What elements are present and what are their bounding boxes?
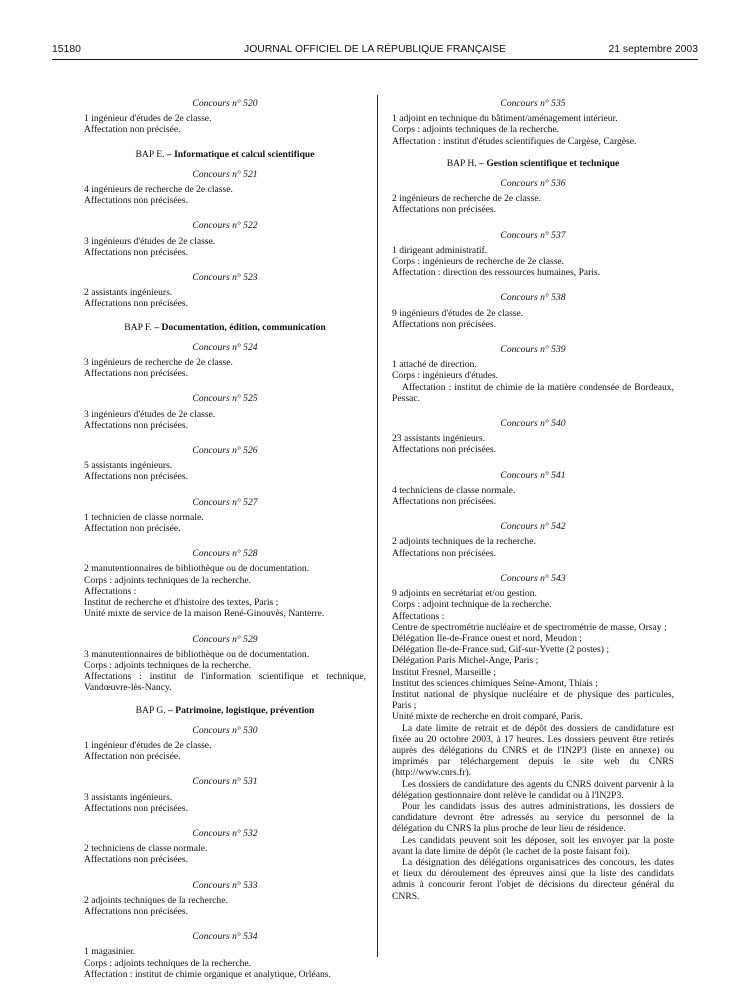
- entry-line: 2 ingénieurs de recherche de 2e classe.: [392, 193, 541, 205]
- journal-title: JOURNAL OFFICIEL DE LA RÉPUBLIQUE FRANÇAISE: [244, 44, 506, 55]
- bap-name: – Gestion scientifique et technique: [479, 157, 620, 169]
- concours-title: Concours n° 525: [192, 393, 258, 405]
- entry-line: 2 techniciens de classe normale.: [84, 843, 208, 855]
- entry-line: 1 ingénieur d'études de 2e classe.: [84, 739, 212, 751]
- concours-title: Concours n° 537: [500, 229, 566, 241]
- entry-line: Affectation : institut d'études scientifiques de Cargèse, Cargèse.: [392, 135, 637, 147]
- concours-title: Concours n° 538: [500, 292, 566, 304]
- entry-line: Affectations non précisées.: [84, 195, 188, 207]
- bap-label: BAP F.: [124, 321, 152, 333]
- entry-line: 9 ingénieurs d'études de 2e classe.: [392, 307, 524, 319]
- entry-line: 2 manutentionnaires de bibliothèque ou de documentation.: [84, 563, 310, 575]
- concours-title: Concours n° 524: [192, 341, 258, 353]
- entry-line: 1 ingénieur d'études de 2e classe.: [84, 113, 212, 125]
- left-column: [84, 92, 366, 980]
- closing-paragraph: Les candidats peuvent soit les déposer, soit les envoyer par la poste avant la date limite de dépôt (le cachet de la poste faisant foi).: [392, 834, 674, 857]
- entry-line: 3 ingénieurs d'études de 2e classe.: [84, 408, 216, 420]
- entry-line: 9 adjoints en secrétariat et/ou gestion.: [392, 588, 537, 600]
- concours-title: Concours n° 539: [500, 344, 566, 356]
- entry-line: Corps : adjoints techniques de la recherche.: [392, 124, 560, 136]
- entry-line: Affectations non précisées.: [84, 854, 188, 866]
- entry-line: Corps : ingénieurs de recherche de 2e classe.: [392, 256, 565, 268]
- entry-line: 3 assistants ingénieurs.: [84, 791, 173, 803]
- concours-title: Concours n° 521: [192, 168, 258, 180]
- entry-line: Corps : adjoints techniques de la recherche.: [84, 659, 252, 671]
- concours-title: Concours n° 534: [192, 931, 258, 943]
- header-rule: [52, 59, 698, 60]
- page-number: 15180: [52, 44, 81, 55]
- concours-title: Concours n° 540: [500, 418, 566, 430]
- closing-paragraph: La date limite de retrait et de dépôt des dossiers de candidature est fixée au 20 octobre 2003, à 17 heures. Les dossiers peuvent être retirés auprès des délégations du CNRS et de l'IN2P3 (liste en annexe) ou imprimés par téléchargement depuis le site web du CNRS (http://www.cnrs.fr).: [392, 722, 674, 779]
- entry-line: Centre de spectrométrie nucléaire et de spectrométrie de masse, Orsay ;: [392, 621, 667, 633]
- entry-line: Corps : adjoints techniques de la recherche.: [84, 957, 252, 969]
- entry-line: 23 assistants ingénieurs.: [392, 433, 485, 445]
- entry-line: Affectations non précisées.: [84, 419, 188, 431]
- concours-title: Concours n° 520: [192, 98, 258, 109]
- right-column: [392, 92, 674, 902]
- entry-line: Corps : ingénieurs d'études.: [392, 370, 499, 382]
- entry-line: 1 attaché de direction.: [392, 359, 477, 371]
- closing-paragraph: La désignation des délégations organisatrices des concours, les dates et lieux du déroulement des épreuves ainsi que la liste des candidats admis à concourir feront l'objet de décisions du directeur général du CNRS.: [392, 856, 674, 902]
- entry-line: Unité mixte de service de la maison René-Ginouvès, Nanterre.: [84, 608, 325, 620]
- entry-line: Affectations non précisées.: [392, 496, 496, 508]
- entry-line: Affectation : institut de chimie de la matière condensée de Bordeaux, Pessac.: [392, 381, 674, 404]
- concours-title: Concours n° 529: [192, 633, 258, 645]
- entry-line: Affectations non précisées.: [84, 905, 188, 917]
- entry-line: 3 manutentionnaires de bibliothèque ou de documentation.: [84, 648, 310, 660]
- entry-line: Affectations non précisées.: [84, 368, 188, 380]
- concours-title: Concours n° 533: [192, 879, 258, 891]
- column-separator: [377, 95, 378, 957]
- concours-title: Concours n° 543: [500, 572, 566, 584]
- entry-line: Affectations :: [84, 585, 137, 597]
- entry-line: 3 ingénieurs d'études de 2e classe.: [84, 235, 216, 247]
- entry-line: Affectations non précisées.: [84, 471, 188, 483]
- bap-heading: [84, 705, 366, 716]
- bap-heading: [84, 322, 366, 333]
- concours-title: Concours n° 527: [192, 496, 258, 508]
- entry-line: Affectation non précisée.: [84, 523, 181, 535]
- entry-line: Institut de recherche et d'histoire des textes, Paris ;: [84, 597, 279, 609]
- entry-line: 1 technicien de classe normale.: [84, 511, 204, 523]
- entry-line: Affectations non précisées.: [392, 444, 496, 456]
- concours-title: Concours n° 536: [500, 178, 566, 190]
- entry-line: Affectation non précisée.: [84, 751, 181, 763]
- entry-line: 2 adjoints techniques de la recherche.: [84, 894, 228, 906]
- publication-date: 21 septembre 2003: [608, 44, 698, 55]
- entry-line: Institut Fresnel, Marseille ;: [392, 666, 496, 678]
- entry-line: Corps : adjoints techniques de la recherche.: [84, 574, 252, 586]
- bap-label: BAP H.: [446, 157, 477, 169]
- concours-title: Concours n° 523: [192, 272, 258, 284]
- page-header: [52, 44, 698, 58]
- entry-line: 4 techniciens de classe normale.: [392, 484, 516, 496]
- concours-title: Concours n° 535: [500, 98, 566, 109]
- entry-line: Affectations non précisées.: [392, 318, 496, 330]
- concours-title: Concours n° 541: [500, 469, 566, 481]
- bap-heading: [84, 149, 366, 160]
- concours-title: Concours n° 542: [500, 521, 566, 533]
- entry-line: Affectation : institut de chimie organique et analytique, Orléans.: [84, 968, 331, 980]
- entry-line: Affectations : institut de l'information scientifique et technique, Vandœuvre-lès-Nancy.: [84, 671, 366, 694]
- entry-line: 3 ingénieurs de recherche de 2e classe.: [84, 357, 233, 369]
- entry-line: 1 adjoint en technique du bâtiment/aménagement intérieur.: [392, 113, 618, 125]
- concours-title: Concours n° 531: [192, 776, 258, 788]
- concours-title: Concours n° 532: [192, 827, 258, 839]
- entry-line: 2 adjoints techniques de la recherche.: [392, 536, 536, 548]
- bap-label: BAP G.: [135, 704, 166, 716]
- entry-line: 2 assistants ingénieurs.: [84, 287, 173, 299]
- closing-paragraph: Les dossiers de candidature des agents du CNRS doivent parvenir à la délégation gestionnaire dont relève le candidat ou à l'IN2P3.: [392, 778, 674, 801]
- bap-name: – Informatique et calcul scientifique: [166, 148, 315, 160]
- entry-line: 1 magasinier.: [84, 946, 136, 958]
- entry-line: Délégation Ile-de-France sud, Gif-sur-Yvette (2 postes) ;: [392, 644, 610, 656]
- entry-line: 1 dirigeant administratif.: [392, 244, 488, 256]
- concours-title: Concours n° 522: [192, 220, 258, 232]
- entry-line: Affectations non précisées.: [84, 246, 188, 258]
- bap-heading: [392, 158, 674, 169]
- entry-line: Délégation Paris Michel-Ange, Paris ;: [392, 655, 539, 667]
- bap-label: BAP E.: [135, 148, 165, 160]
- entry-line: Affectation non précisée.: [84, 124, 181, 136]
- entry-line: Affectations :: [392, 610, 445, 622]
- entry-line: Unité mixte de recherche en droit comparé, Paris.: [392, 711, 583, 723]
- entry-line: Affectations non précisées.: [84, 298, 188, 310]
- entry-line: Institut national de physique nucléaire et de physique des particules, Paris ;: [392, 688, 674, 712]
- entry-line: Affectations non précisées.: [392, 547, 496, 559]
- entry-line: Institut des sciences chimiques Seine-Amont, Thiais ;: [392, 677, 598, 689]
- bap-name: – Documentation, édition, communication: [154, 321, 326, 333]
- concours-title: Concours n° 528: [192, 548, 258, 560]
- concours-title: Concours n° 530: [192, 724, 258, 736]
- entry-line: Corps : adjoint technique de la recherche.: [392, 599, 552, 611]
- entry-line: Délégation Ile-de-France ouest et nord, Meudon ;: [392, 632, 582, 644]
- entry-line: Affectation : direction des ressources humaines, Paris.: [392, 267, 601, 279]
- entry-line: Affectations non précisées.: [84, 802, 188, 814]
- entry-line: Affectations non précisées.: [392, 204, 496, 216]
- bap-name: – Patrimoine, logistique, prévention: [168, 704, 315, 716]
- entry-line: 4 ingénieurs de recherche de 2e classe.: [84, 184, 233, 196]
- entry-line: 5 assistants ingénieurs.: [84, 460, 173, 472]
- concours-title: Concours n° 526: [192, 445, 258, 457]
- closing-paragraph: Pour les candidats issus des autres administrations, les dossiers de candidature devront être adressés au service du personnel de la délégation du CNRS la plus proche de leur lieu de résidence.: [392, 800, 674, 835]
